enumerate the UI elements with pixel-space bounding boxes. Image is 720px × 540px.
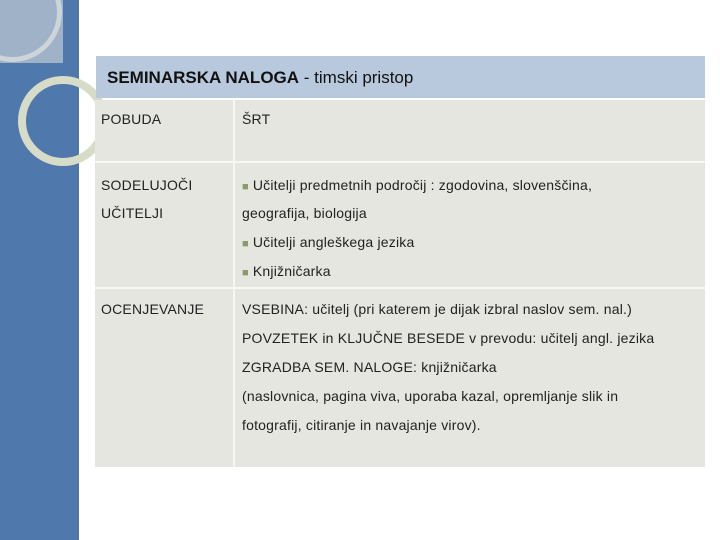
- row-content-line: fotografij, citiranje in navajanje virov).: [242, 417, 481, 433]
- row-content-line: (naslovnica, pagina viva, uporaba kazal, opremljanje slik in: [242, 388, 619, 404]
- row-label-ocenjevanje: OCENJEVANJE: [101, 301, 205, 317]
- row-content-line: ZGRADBA SEM. NALOGE: knjižničarka: [242, 359, 497, 375]
- title-rest: - timski pristop: [299, 68, 414, 87]
- list-item: ■ Učitelji angleškega jezika: [242, 234, 415, 250]
- list-item-continuation: geografija, biologija: [242, 205, 367, 221]
- row-content-pobuda: ŠRT: [242, 111, 271, 127]
- content-table: [95, 100, 705, 467]
- row-content-line: POVZETEK in KLJUČNE BESEDE v prevodu: učitelj angl. jezika: [242, 330, 655, 346]
- row-label-pobuda: POBUDA: [101, 111, 162, 127]
- bullet-icon: ■: [242, 181, 249, 193]
- bullet-icon: ■: [242, 238, 249, 250]
- row-content-line: VSEBINA: učitelj (pri katerem je dijak izbral naslov sem. nal.): [242, 301, 632, 317]
- row-label-sodelujoci-line1: SODELUJOČI: [101, 177, 193, 193]
- row-divider: [95, 161, 705, 163]
- row-divider: [95, 287, 705, 289]
- title-bold: SEMINARSKA NALOGA: [107, 68, 300, 87]
- list-item: ■ Knjižničarka: [242, 263, 331, 279]
- bullet-icon: ■: [242, 267, 249, 279]
- list-item: ■ Učitelji predmetnih področij : zgodovina, slovenščina,: [242, 177, 593, 193]
- column-divider: [233, 100, 235, 467]
- row-label-sodelujoci-line2: UČITELJI: [101, 205, 164, 221]
- slide-title: [107, 68, 413, 88]
